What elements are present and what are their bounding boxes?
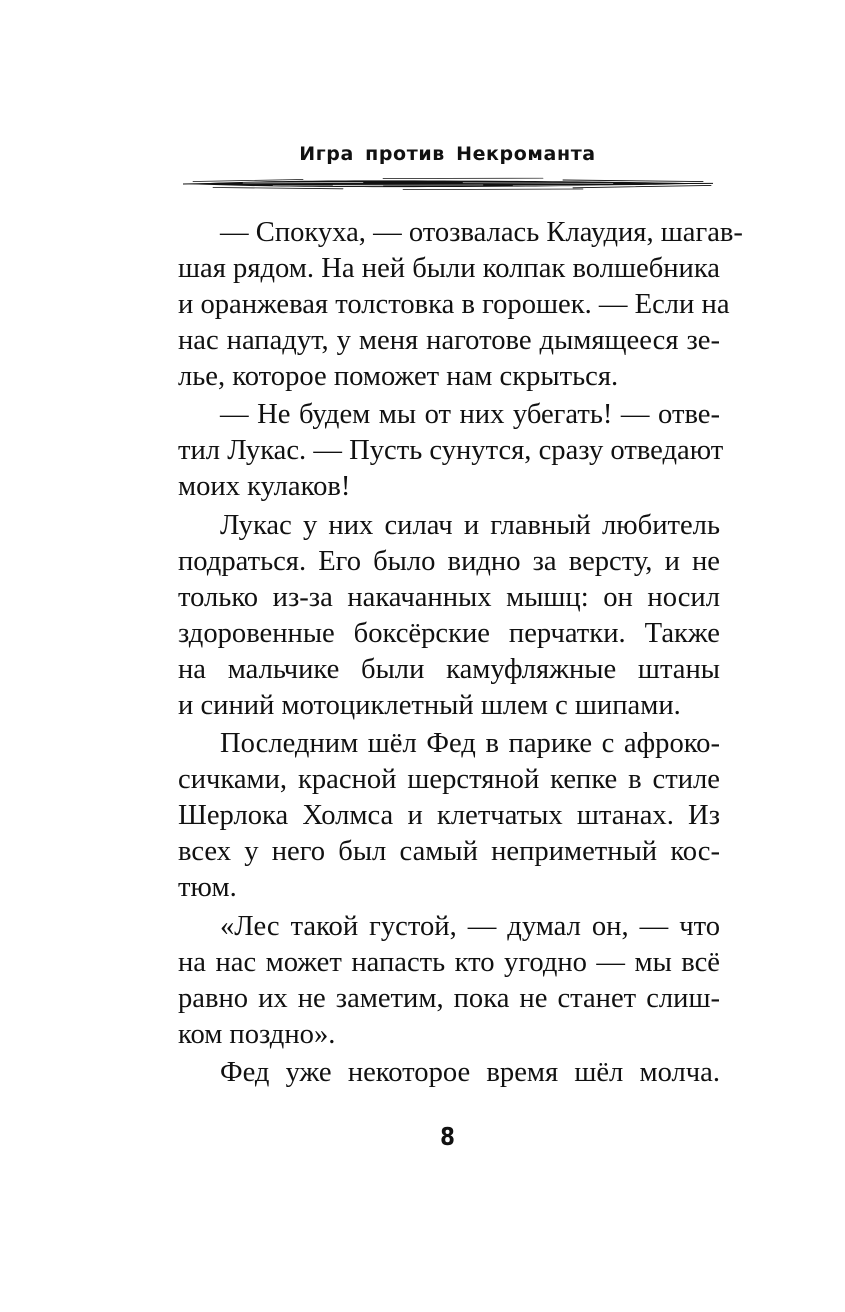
- body-text: [178, 215, 743, 1091]
- paragraph: [178, 508, 720, 723]
- text-line: подраться. Его было видно за версту, и не: [178, 546, 720, 578]
- text-line: здоровенные боксёрские перчатки. Также: [178, 617, 720, 649]
- text-line: Лукас у них силач и главный любитель: [220, 510, 720, 542]
- paragraph: [178, 1055, 720, 1091]
- page-number: 8: [440, 1122, 455, 1151]
- text-line: лье, которое поможет нам скрыться.: [178, 360, 619, 392]
- running-head: Игра против Некроманта: [299, 143, 596, 165]
- paragraph: [178, 397, 724, 505]
- text-line: Фед уже некоторое время шёл молча.: [220, 1057, 720, 1089]
- text-line: шая рядом. На ней были колпак волшебника: [178, 252, 720, 284]
- text-line: и синий мотоциклетный шлем с шипами.: [178, 689, 681, 721]
- text-line: на мальчике были камуфляжные штаны: [178, 653, 720, 685]
- text-line: тюм.: [178, 872, 237, 904]
- text-line: «Лес такой густой, — думал он, — что: [220, 910, 720, 942]
- text-line: — Не будем мы от них убегать! — отве-: [220, 399, 720, 431]
- paragraph: [178, 215, 743, 394]
- text-line: сичками, красной шерстяной кепке в стиле: [178, 764, 720, 796]
- text-line: — Спокуха, — отозвалась Клаудия, шагав-: [220, 217, 743, 248]
- paragraph: [178, 726, 720, 905]
- text-line: моих кулаков!: [178, 471, 351, 503]
- text-line: и оранжевая толстовка в горошек. — Если на: [178, 288, 730, 320]
- text-line: только из-за накачанных мышц: он носил: [178, 581, 720, 613]
- text-line: на нас может напасть кто угодно — мы всё: [178, 946, 720, 978]
- text-line: нас нападут, у меня наготове дымящееся зе-: [178, 324, 720, 356]
- text-line: Шерлока Холмса и клетчатых штанах. Из: [178, 800, 720, 832]
- text-line: тил Лукас. — Пусть сунутся, сразу отведают: [178, 435, 724, 467]
- text-line: Последним шёл Фед в парике с афроко-: [220, 728, 720, 760]
- brush-stroke-divider: [183, 175, 713, 193]
- text-line: равно их не заметим, пока не станет слиш-: [178, 982, 720, 1014]
- text-line: всех у него был самый неприметный кос-: [178, 836, 720, 868]
- paragraph: [178, 909, 720, 1053]
- text-line: ком поздно».: [178, 1018, 336, 1050]
